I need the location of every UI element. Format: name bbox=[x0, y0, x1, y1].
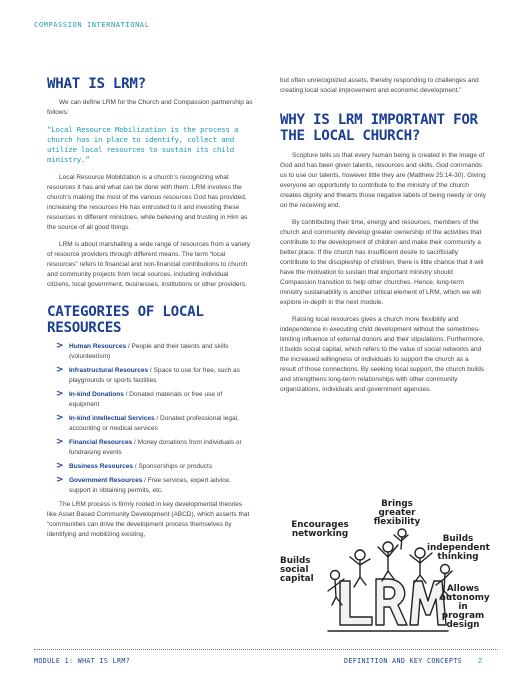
autonomy-label: Allows autonomy in program design bbox=[440, 584, 490, 630]
category-name: Human Resources bbox=[69, 343, 127, 350]
right-column bbox=[280, 76, 486, 402]
definition-quote: “Local Resource Mobilization is the process a church has in place to identify, collect and utilize local resources to sustain its child ministry.” bbox=[47, 125, 239, 164]
footer-divider bbox=[34, 649, 498, 650]
chevron-right-icon: > bbox=[56, 389, 64, 399]
list-item bbox=[47, 390, 253, 410]
why-paragraph-2: By contributing their time, energy and resources, members of the church and community develop greater ownership of the activities that contribute to the development of children and make their community a better place. If the church has insufficient desire to sacrificially contribute to the discipleship of children, there is little chance that it will have the motivation to sustain that important ministry should Compassion transition to help other churches. Hence, long-term ministry sustainability is another critical element of LRM, which we will explore in-depth in the next module. bbox=[280, 219, 484, 306]
intro-paragraph: We can define LRM for the Church and Compassion partnership as follows: bbox=[47, 99, 253, 116]
list-item bbox=[47, 414, 253, 434]
left-column bbox=[47, 76, 253, 547]
list-item bbox=[47, 366, 253, 386]
list-item bbox=[47, 476, 253, 496]
what-is-lrm-heading: WHAT IS LRM? bbox=[47, 76, 146, 92]
chevron-right-icon: > bbox=[56, 475, 64, 485]
networking-label: Encourages networking bbox=[291, 520, 349, 539]
chevron-right-icon: > bbox=[56, 437, 64, 447]
lrm-paragraph-1: Local Resource Mobilization is a church’s recognizing what resources it has and what can be done with them. LRM involves the church’s making the most of the various resources God has provided, increasing the resources He has entrusted to it and investing these resources in different ministries, while believing and trusting in Him as the source of all good things. bbox=[47, 174, 248, 231]
why-paragraph-3: Raising local resources gives a church more flexibility and independence in executing child development without the sometimes-limiting influence of external donors and their stipulations. Furthermore, it builds social capital, which refers to the value of social networks and the increased willingness of individuals to support the church as a result of those connections. By seeking local support, the church builds and strengthens long-term relationships with other community organizations, individuals and government agencies. bbox=[280, 316, 485, 393]
categories-heading: CATEGORIES OF LOCAL RESOURCES bbox=[47, 304, 204, 336]
category-name: Business Resources bbox=[69, 463, 133, 470]
why-important-heading: WHY IS LRM IMPORTANT FOR THE LOCAL CHURCH? bbox=[280, 112, 478, 144]
category-description: / Free services, expert advice, support in obtaining permits, etc. bbox=[69, 477, 231, 494]
footer-module: MODULE 1: WHAT IS LRM? bbox=[34, 657, 131, 665]
org-header: COMPASSION INTERNATIONAL bbox=[34, 21, 150, 29]
category-name: Financial Resources bbox=[69, 439, 133, 446]
independent-label: Builds independent thinking bbox=[427, 534, 490, 562]
why-paragraph-1: Scripture tells us that every human being is created in the image of God and has been given talents, resources and skills. God commands us to use our talents, however little they are (Matthew 25:14-30). Giving everyone an opportunity to contribute to the ministry of the church creates dignity and thwarts those negative labels of being needy or only on the receiving end. bbox=[280, 152, 486, 209]
footer-section: DEFINITION AND KEY CONCEPTS bbox=[344, 657, 462, 665]
category-description: / Money donations from individuals or fundraising events bbox=[69, 439, 242, 456]
chevron-right-icon: > bbox=[56, 461, 64, 471]
category-name: In-kind Donations bbox=[69, 391, 124, 398]
categories-list bbox=[47, 342, 253, 496]
page-number: 2 bbox=[478, 656, 483, 665]
social-capital-label: Builds social capital bbox=[280, 556, 314, 584]
category-name: Government Resources bbox=[69, 477, 143, 484]
category-description: / Donated professional legal, accounting or medical services bbox=[69, 415, 239, 432]
chevron-right-icon: > bbox=[56, 413, 64, 423]
lrm-benefits-illustration bbox=[280, 495, 490, 645]
category-name: In-kind intellectual Services bbox=[69, 415, 155, 422]
category-name: Infrastructural Resources bbox=[69, 367, 149, 374]
category-description: / Sponsorships or products bbox=[132, 463, 213, 470]
list-item bbox=[47, 462, 253, 472]
list-item bbox=[47, 438, 253, 458]
chevron-right-icon: > bbox=[56, 365, 64, 375]
category-description: / People and their talents and skills (volunteerism) bbox=[69, 343, 229, 360]
lrm-paragraph-2: LRM is about marshalling a wide range of resources from a variety of resource providers through different means. The term “local resources” refers to financial and non-financial contributions to church and community projects from local sources, including individual citizens, local government, businesses, institutions or other providers. bbox=[47, 241, 251, 288]
category-description: / Donated materials or free use of equipment bbox=[69, 391, 223, 408]
lrm-paragraph-3: The LRM process is firmly rooted in key developmental theories like Asset Based Community Development (ABCD), which asserts that “communities can drive the development process themselves by identifying and mobilizing existing, bbox=[47, 501, 250, 538]
continued-paragraph: but often unrecognized assets, thereby responding to challenges and creating local social improvement and economic development.” bbox=[280, 77, 479, 94]
list-item bbox=[47, 342, 253, 362]
flexibility-label: Brings greater flexibility bbox=[373, 499, 421, 527]
chevron-right-icon: > bbox=[56, 341, 64, 351]
category-description: / Space to use for free, such as playgrounds or sports facilities bbox=[69, 367, 240, 384]
